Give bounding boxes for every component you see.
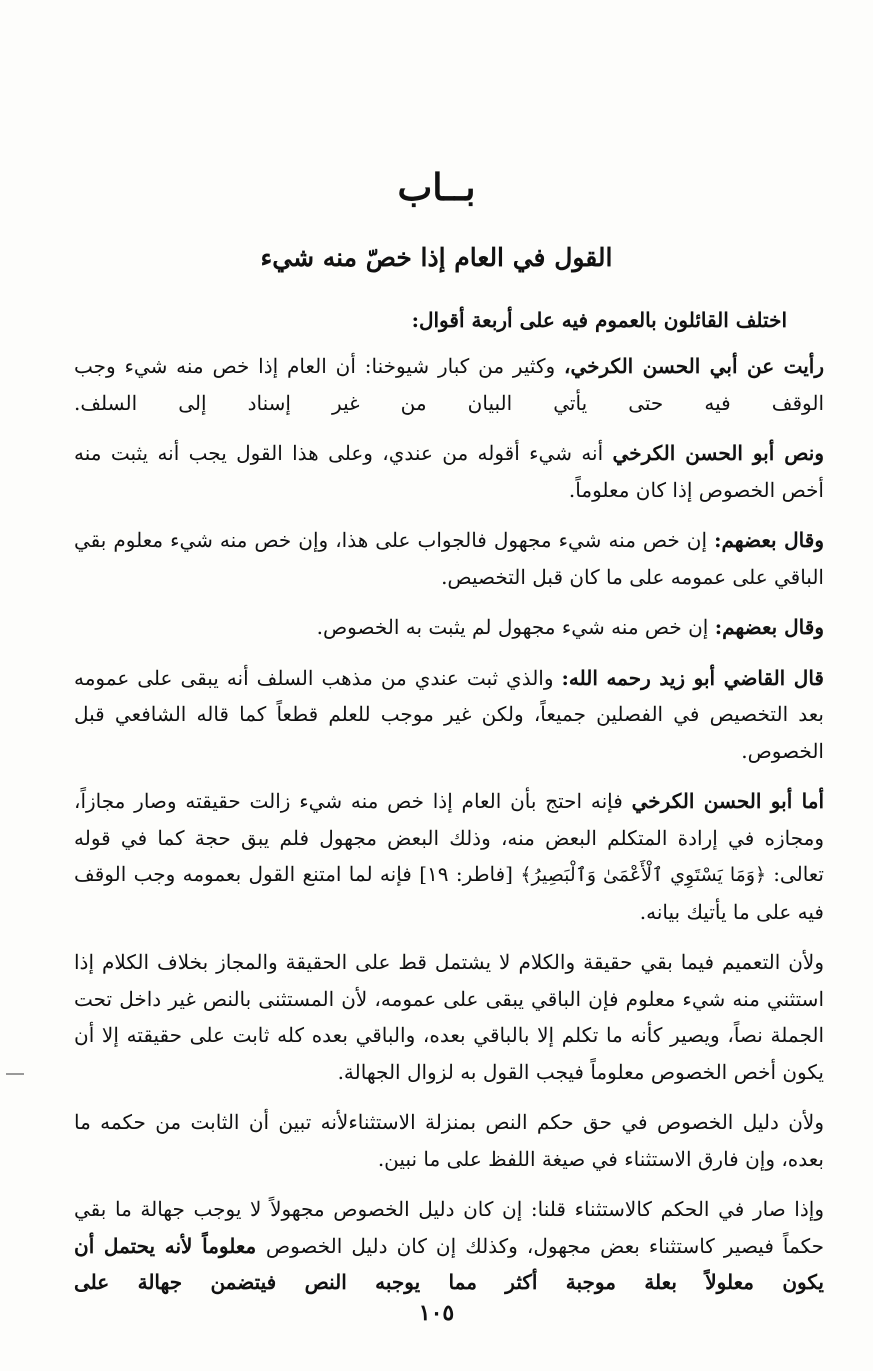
paragraph-text: وإذا صار في الحكم كالاستثناء قلنا: إن كان دليل الخصوص مجهولاً لا يوجب جهالة ما بقي حكماً فيصير كاستثناء بعض مجهول، وكذلك إن كان دليل الخصوص <box>74 1197 824 1258</box>
paragraph-text: معلوماً لأنه يحتمل أن يكون معلولاً بعلة موجبة أكثر مما يوجبه النص فيتضمن جهالة على <box>74 1233 824 1294</box>
paragraph-text: وكثير من كبار شيوخنا: أن العام إذا خص منه شيء وجب الوقف فيه حتى يأتي البيان من غير إسناد إلى السلف. <box>74 354 824 415</box>
paragraph-text: ولأن دليل الخصوص في حق حكم النص بمنزلة الاستثناءلأنه تبين أن الثابت من حكمه ما بعده، وإن فارق الاستثناء في صيغة اللفظ على ما نبين. <box>74 1110 824 1171</box>
paragraph-lead: رأيت عن أبي الحسن الكرخي، <box>564 354 824 378</box>
paragraph-text: إن خص منه شيء مجهول فالجواب على هذا، وإن خص منه شيء معلوم بقي الباقي على عمومه على ما كان قبل التخصيص. <box>74 528 824 589</box>
paragraph <box>74 522 846 595</box>
intro-line: اختلف القائلون بالعموم فيه على أربعة أقوال: <box>411 308 787 332</box>
body-text <box>74 348 846 1315</box>
paragraph-text: فإنه احتج بأن العام إذا خص منه شيء زالت حقيقته وصار مجازاً، ومجازه في إرادة المتكلم البعض منه، وذلك البعض مجهول فلم يبق حجة كما في قوله تعالى: <box>74 789 824 886</box>
paragraph-lead: وقال بعضهم: <box>714 615 824 639</box>
paragraph <box>74 1191 846 1301</box>
paragraph <box>74 348 846 421</box>
paragraph-text: أنه شيء أقوله من عندي، وعلى هذا القول يجب أنه يثبت منه أخص الخصوص إذا كان معلوماً. <box>74 441 824 502</box>
chapter-heading: بــاب <box>397 165 476 209</box>
paragraph <box>74 944 846 1090</box>
paragraph-lead: وقال بعضهم: <box>714 528 824 552</box>
paragraph-text: إن خص منه شيء مجهول لم يثبت به الخصوص. <box>316 615 715 639</box>
paragraph-text: [فاطر: ١٩] فإنه لما امتنع القول بعمومه وجب الوقف فيه على ما يأتيك بيانه. <box>74 862 824 924</box>
margin-mark <box>6 1073 24 1075</box>
paragraph <box>74 660 846 770</box>
paragraph-lead: قال القاضي أبو زيد رحمه الله: <box>561 665 824 690</box>
paragraph-text: والذي ثبت عندي من مذهب السلف أنه يبقى على عمومه بعد التخصيص في الفصلين جميعاً، ولكن غير موجب للعلم قطعاً كما قاله الشافعي قبل الخصوص. <box>74 665 824 763</box>
quran-verse: ﴿وَمَا يَسْتَوِي ٱلْأَعْمَىٰ وَٱلْبَصِيرُ﴾ <box>520 864 774 886</box>
paragraph-lead: أما أبو الحسن الكرخي <box>631 789 824 813</box>
page-number: ١٠٥ <box>418 1300 455 1326</box>
section-title: القول في العام إذا خصّ منه شيء <box>260 243 613 272</box>
paragraph <box>74 1104 846 1177</box>
paragraph <box>74 609 846 646</box>
paragraph <box>74 435 846 508</box>
paragraph <box>74 783 846 930</box>
paragraph-lead: ونص أبو الحسن الكرخي <box>612 441 824 465</box>
paragraph-text: ولأن التعميم فيما بقي حقيقة والكلام لا يشتمل قط على الحقيقة والمجاز بخلاف الكلام إذا استثني منه شيء معلوم فإن الباقي يبقى على عمومه، لأن المستثنى بالنص غير داخل تحت الجملة نصاً، ويصير كأنه ما تكلم إلا بالباقي بعده، والباقي بعده كله ثابت على حقيقته إلا أن يكون أخص الخصوص معلوماً فيجب القول به لزوال الجهالة. <box>74 950 824 1084</box>
